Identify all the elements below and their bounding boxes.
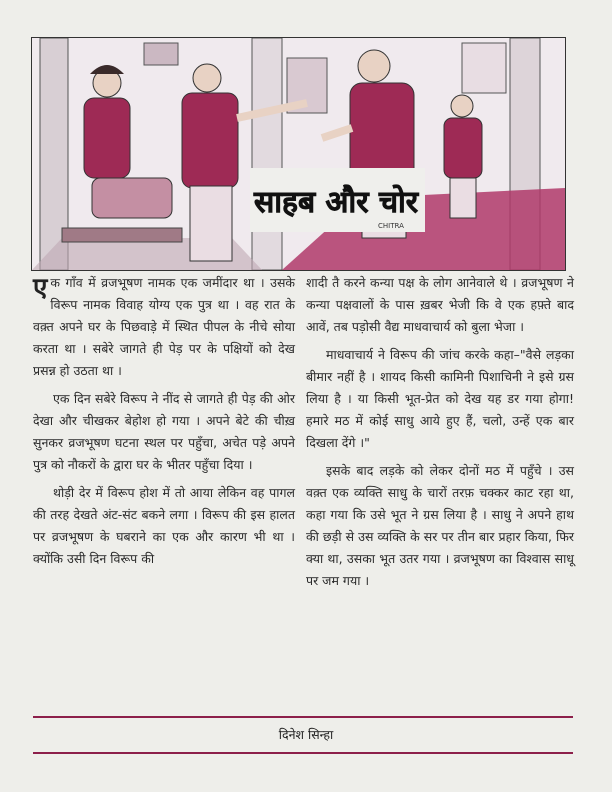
paragraph: एक दिन सबेरे विरूप ने नींद से जागते ही पेड़ की ओर देखा और चीखकर बेहोश हो गया । अपने बेटे की चीख़ सुनकर व्रजभूषण घटना स्थल पर पहुँचा, अचेत पड़े अपने पुत्र को नौकरों के द्वारा घर के भीतर पहुँचा दिया ।	[33, 391, 295, 472]
drop-cap: ए	[33, 273, 48, 303]
divider-top	[33, 716, 573, 718]
paragraph: इसके बाद लड़के को लेकर दोनों मठ में पहुँचे । उस वक़्त एक व्यक्ति साधु के चारों तरफ़ चक्कर काट रहा था, कहा गया कि उसे भूत ने ग्रस लिया है । साधु ने अपने हाथ की छड़ी से उस व्यक्ति के सर पर तीन बार प्रहार किया, फिर क्या था, उसका भूत उतर गया । व्रजभूषण का विश्वास साधू पर जम गया ।	[306, 463, 574, 588]
paragraph: थोड़ी देर में विरूप होश में तो आया लेकिन वह पागल की तरह देखते अंट-संट बकने लगा । विरूप की इस हालत पर व्रजभूषण के घबराने का एक और कारण भी था । क्योंकि उसी दिन विरूप की	[33, 485, 295, 566]
left-text-column	[33, 272, 295, 576]
illustration-signature: CHITRA	[378, 222, 404, 230]
paragraph: शादी तै करने कन्या पक्ष के लोग आनेवाले थे । व्रजभूषण ने कन्या पक्षवालों के पास ख़बर भेजी कि वे एक हफ़्ते बाद आवें, तब पड़ोसी वैद्य माधवाचार्य को बुला भेजा ।	[306, 275, 574, 334]
right-text-column	[306, 272, 574, 598]
story-title: साहब और चोर	[254, 185, 419, 220]
author-byline: दिनेश सिन्हा	[278, 727, 334, 742]
paragraph: माधवाचार्य ने विरूप की जांच करके कहा–"वैसे लड़का बीमार नहीं है । शायद किसी कामिनी पिशाचिनी ने इसे ग्रस लिया है । या किसी भूत-प्रेत को देख यह डर गया होगा! हमारे मठ में कोई साधु आये हुए हैं, चलो, उन्हें एक बार दिखला देंगे ।"	[306, 347, 574, 450]
story-illustration	[31, 37, 566, 271]
story-title-box	[250, 168, 425, 232]
paragraph	[33, 272, 295, 382]
paragraph-text: क गाँव में व्रजभूषण नामक एक जमींदार था । उसके विरूप नामक विवाह योग्य एक पुत्र था । वह रात के वक़्त अपने घर के पिछवाड़े में स्थित पीपल के नीचे सोया करता था । सबेरे जागते ही पेड़ पर के पक्षियों को देख प्रसन्न हो उठता था ।	[33, 275, 295, 378]
divider-bottom	[33, 752, 573, 754]
